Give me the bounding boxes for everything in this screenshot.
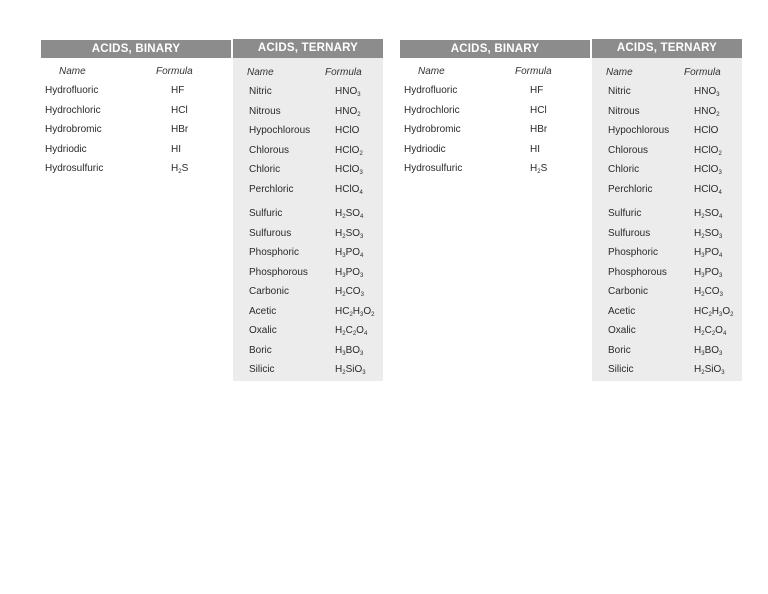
acid-name: Chloric	[608, 164, 640, 175]
acid-formula: $H_2C_2O_4$	[694, 325, 727, 337]
col-name-header: Name	[606, 67, 633, 78]
acid-formula: $HC_2H_3O_2$	[694, 305, 734, 318]
acid-formula: HClO$_3$	[694, 164, 722, 176]
acid-name: Chlorous	[249, 144, 290, 156]
acid-name: Silicic	[249, 364, 275, 375]
acid-name: Nitric	[249, 86, 272, 97]
acid-formula: HClO	[335, 125, 360, 136]
acid-formula: $H_3PO_3$	[694, 266, 723, 279]
acid-name: Hydrochloric	[45, 104, 101, 116]
acid-formula: $H_3PO_3$	[335, 266, 364, 279]
acid-formula: $HNO_2$	[694, 105, 720, 118]
acid-name: Boric	[249, 344, 272, 356]
acid-name: Hypochlorous	[608, 125, 670, 136]
binary-acids-table	[400, 39, 590, 175]
acid-formula: HClO$_4$	[694, 183, 722, 196]
acid-formula: $H_3BO_3$	[335, 344, 364, 357]
acid-name: Perchloric	[249, 183, 294, 195]
acid-formula: $H_2CO_3$	[694, 286, 723, 298]
acid-table-panel-right	[400, 39, 742, 381]
acid-name: Hydrofluoric	[404, 85, 458, 96]
acid-formula: $H_2SiO_3$	[694, 364, 725, 376]
acid-name: Oxalic	[608, 325, 636, 336]
col-name-header: Name	[418, 66, 445, 77]
acid-name: Oxalic	[249, 325, 277, 336]
acid-name: Chloric	[249, 164, 281, 175]
acid-formula: HClO$_3$	[335, 164, 363, 176]
col-formula-header: Formula	[325, 67, 362, 78]
acid-name: Carbonic	[249, 286, 290, 297]
acid-formula: HBr	[171, 124, 189, 135]
acid-table-panel-left	[41, 39, 383, 381]
acid-name: Nitrous	[249, 105, 281, 117]
acid-name: Acetic	[608, 305, 636, 317]
col-formula-header: Formula	[515, 66, 552, 77]
acid-name: Hydriodic	[404, 143, 446, 155]
ternary-acids-table	[233, 39, 383, 376]
acid-formula: $H_2S$	[530, 163, 548, 175]
acid-formula: $HNO_3$	[335, 86, 361, 98]
acid-name: Chlorous	[608, 144, 649, 156]
acid-name: Phosphorous	[608, 266, 667, 278]
acid-name: Hydriodic	[45, 143, 87, 155]
acid-name: Sulfurous	[249, 227, 292, 239]
acid-formula: HClO$_2$	[335, 144, 363, 157]
acid-formula: $H_3PO_4$	[694, 247, 723, 259]
acid-formula: $H_2SO_3$	[694, 227, 723, 240]
acid-formula: $HNO_3$	[694, 86, 720, 98]
col-formula-header: Formula	[156, 66, 193, 77]
ternary-header: ACIDS, TERNARY	[233, 39, 383, 58]
acid-name: Hydrosulfuric	[45, 163, 104, 174]
acid-name: Hydrosulfuric	[404, 163, 463, 174]
acid-name: Silicic	[608, 364, 634, 375]
acid-formula: $H_3PO_4$	[335, 247, 364, 259]
binary-acids-table	[41, 39, 231, 175]
acid-name: Hydrochloric	[404, 104, 460, 116]
acid-name: Phosphorous	[249, 266, 308, 278]
acid-name: Nitric	[608, 86, 631, 97]
binary-header: ACIDS, BINARY	[400, 40, 590, 58]
acid-formula: HBr	[530, 124, 548, 135]
acid-formula: HCl	[171, 104, 188, 116]
acid-name: Carbonic	[608, 286, 649, 297]
binary-header: ACIDS, BINARY	[41, 40, 231, 58]
acid-name: Nitrous	[608, 105, 640, 117]
acid-formula: HI	[171, 143, 181, 155]
acid-formula: $H_2SO_4$	[694, 208, 723, 220]
acid-formula: $H_2SO_3$	[335, 227, 364, 240]
col-formula-header: Formula	[684, 67, 721, 78]
acid-formula: $H_2SiO_3$	[335, 364, 366, 376]
acid-name: Boric	[608, 344, 631, 356]
acid-formula: $H_3BO_3$	[694, 344, 723, 357]
col-name-header: Name	[247, 67, 274, 78]
acid-name: Hydrobromic	[404, 124, 461, 135]
acid-formula: HClO$_2$	[694, 144, 722, 157]
acid-name: Hydrofluoric	[45, 85, 99, 96]
acid-formula: HClO$_4$	[335, 183, 363, 196]
acid-name: Phosphoric	[249, 247, 300, 258]
acid-name: Sulfuric	[249, 208, 283, 219]
acid-formula: HF	[530, 85, 544, 96]
acid-name: Phosphoric	[608, 247, 659, 258]
acid-name: Sulfurous	[608, 227, 651, 239]
ternary-header: ACIDS, TERNARY	[592, 39, 742, 58]
acid-name: Hydrobromic	[45, 124, 102, 135]
acid-formula: HCl	[530, 104, 547, 116]
acid-formula: HF	[171, 85, 185, 96]
acid-formula: $H_2CO_3$	[335, 286, 364, 298]
acid-formula: HI	[530, 143, 540, 155]
acid-formula: HClO	[694, 125, 719, 136]
acid-name: Sulfuric	[608, 208, 642, 219]
acid-name: Acetic	[249, 305, 277, 317]
ternary-acids-table	[592, 39, 742, 376]
acid-name: Hypochlorous	[249, 125, 311, 136]
acid-formula: $HNO_2$	[335, 105, 361, 118]
acid-formula: $H_2C_2O_4$	[335, 325, 368, 337]
acid-formula: $HC_2H_3O_2$	[335, 305, 375, 318]
acid-formula: $H_2SO_4$	[335, 208, 364, 220]
acid-formula: $H_2S$	[171, 163, 189, 175]
acid-name: Perchloric	[608, 183, 653, 195]
col-name-header: Name	[59, 66, 86, 77]
